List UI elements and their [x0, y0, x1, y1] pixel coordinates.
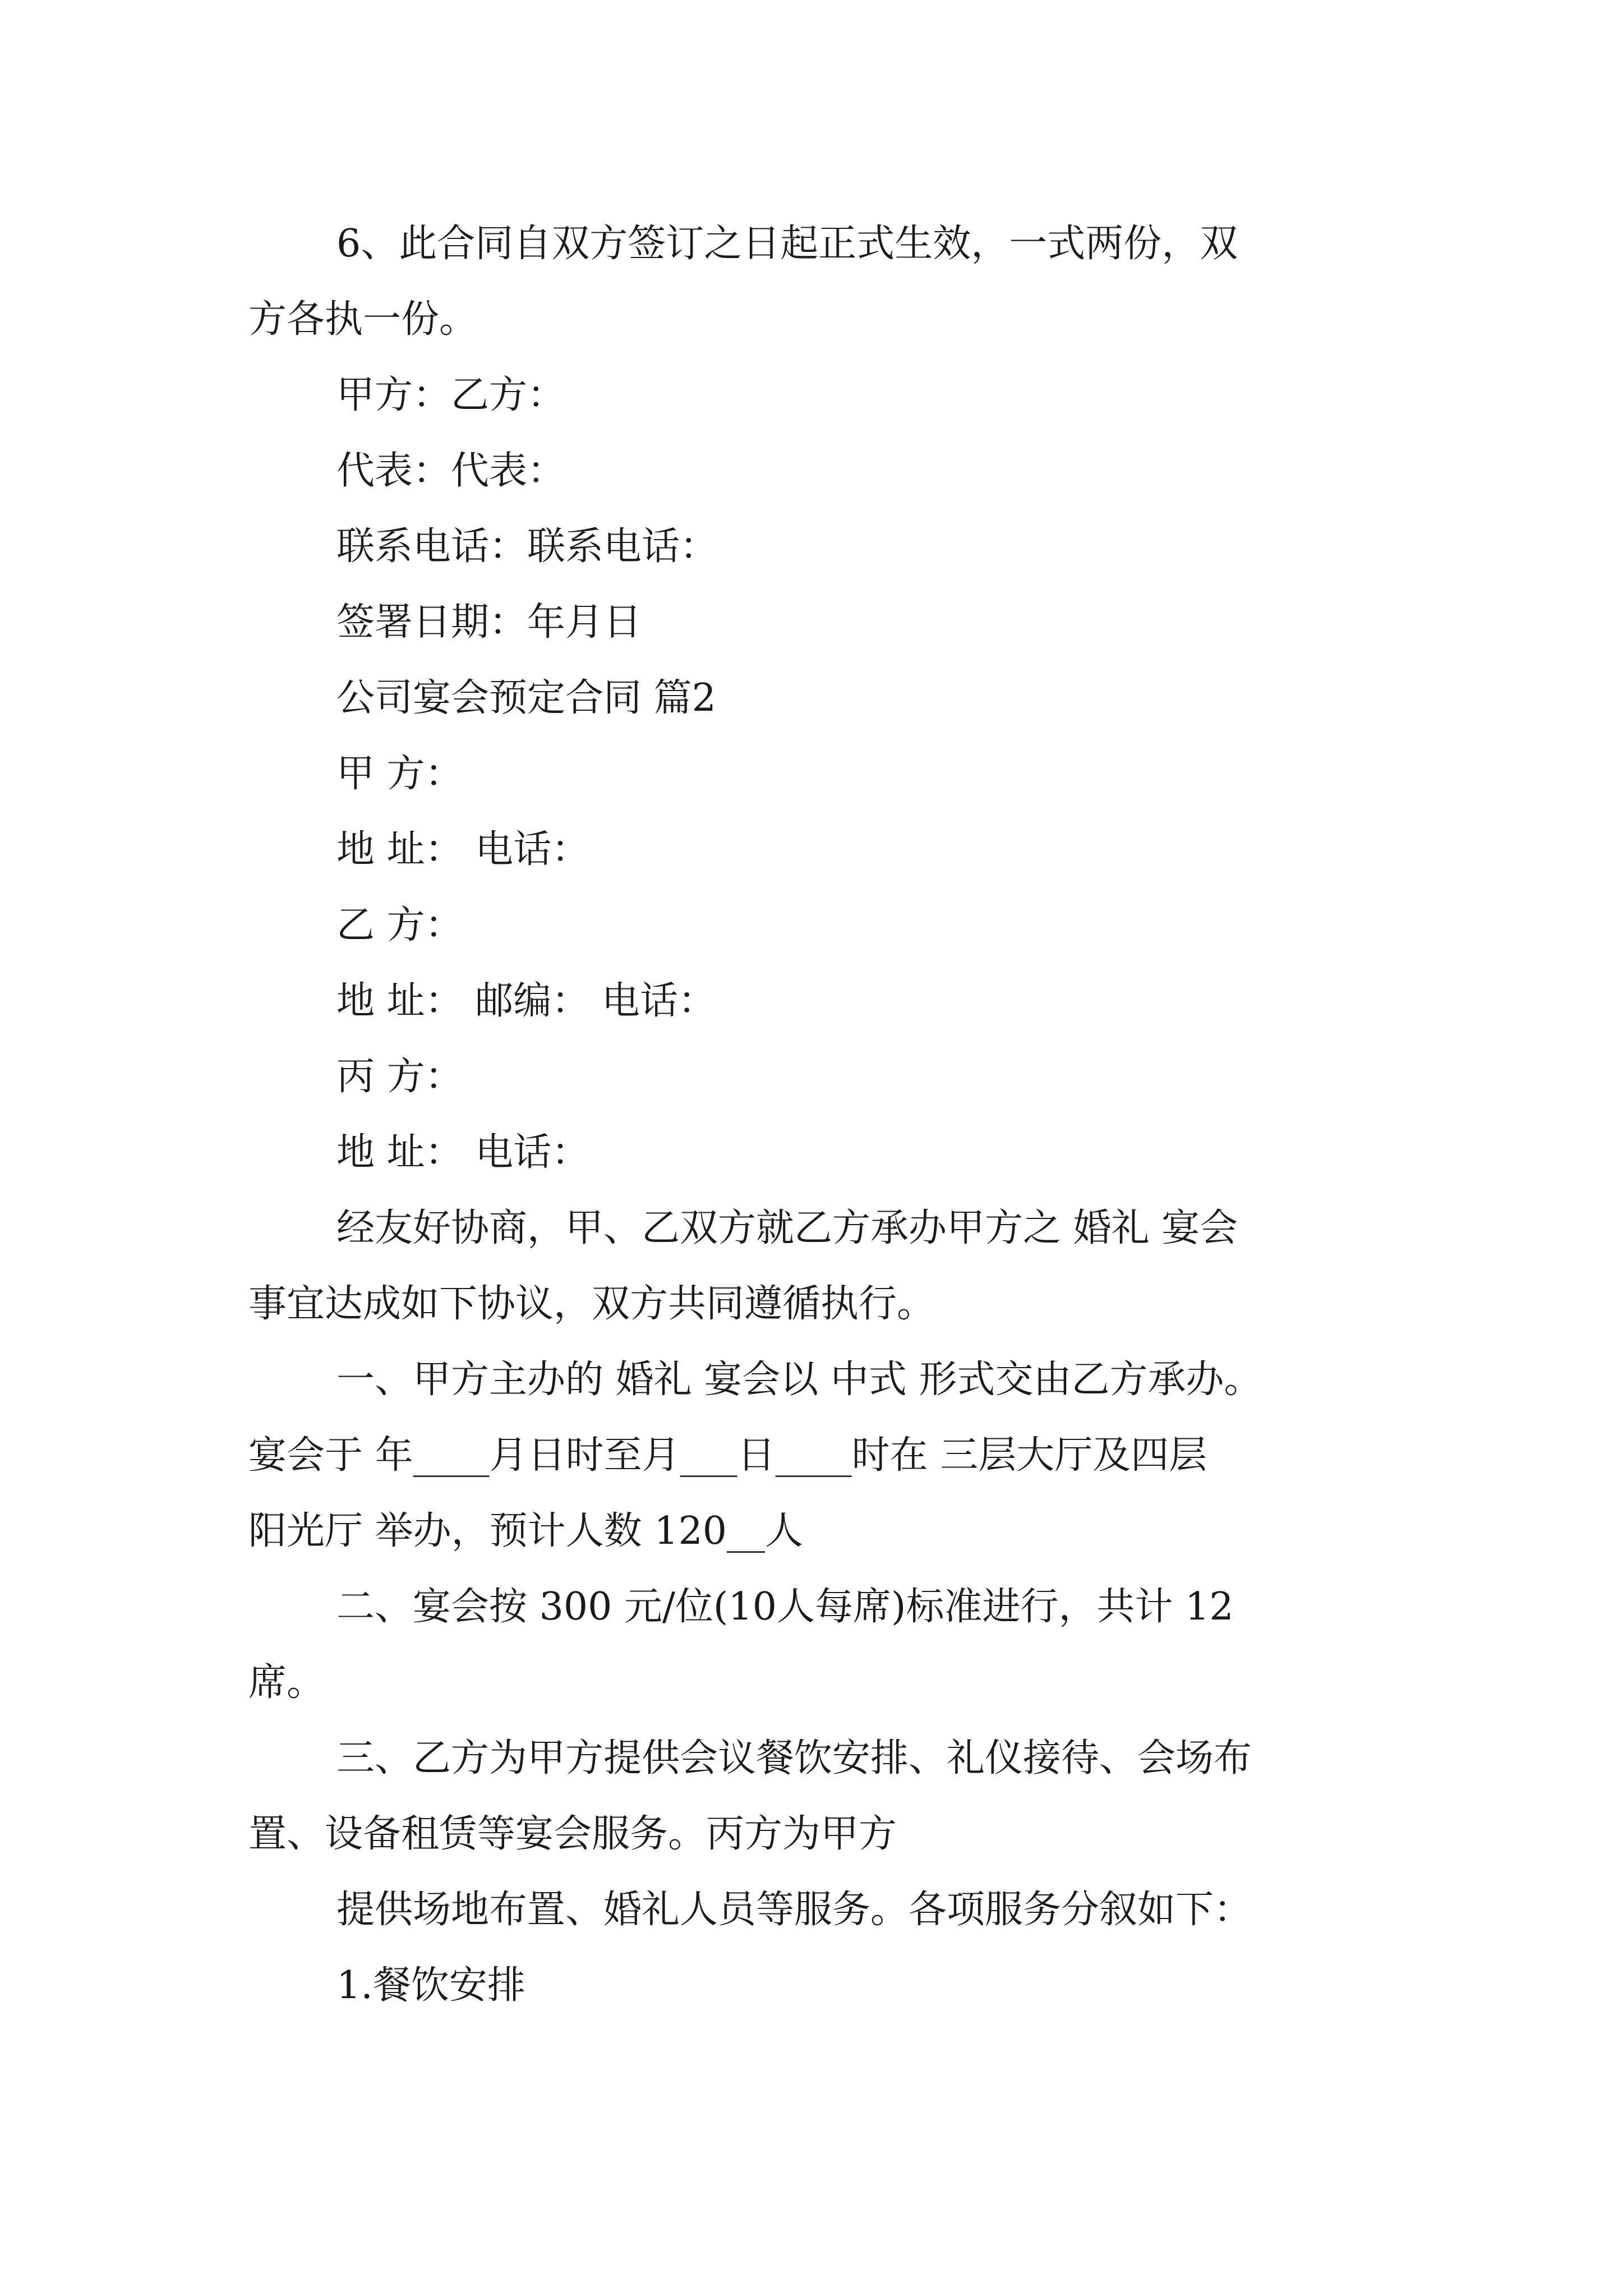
- text-line: 地 址： 邮编： 电话：: [336, 979, 716, 1023]
- text-line: 一、甲方主办的 婚礼 宴会以 中式 形式交由乙方承办。: [336, 1358, 1262, 1402]
- text-line: 地 址： 电话：: [336, 827, 590, 872]
- text-line: 6、此合同自双方签订之日起正式生效，一式两份，双: [336, 222, 1238, 266]
- section-heading: 公司宴会预定合同 篇2: [336, 676, 716, 720]
- text-line: 签署日期：年月日: [336, 600, 642, 645]
- text-line: 提供场地布置、婚礼人员等服务。各项服务分叙如下：: [336, 1888, 1252, 1932]
- text-line: 1.餐饮安排: [336, 1963, 525, 2008]
- text-line: 宴会于 年____月日时至月___日____时在 三层大厅及四层: [248, 1433, 1207, 1478]
- text-line: 阳光厅 举办，预计人数 120__人: [248, 1509, 804, 1553]
- text-line: 丙 方：: [336, 1055, 463, 1099]
- text-line: 地 址： 电话：: [336, 1130, 590, 1175]
- text-line: 方各执一份。: [248, 297, 478, 342]
- text-line: 置、设备租赁等宴会服务。丙方为甲方: [248, 1812, 897, 1856]
- text-line: 三、乙方为甲方提供会议餐饮安排、礼仪接待、会场布: [336, 1736, 1252, 1780]
- text-line: 经友好协商，甲、乙双方就乙方承办甲方之 婚礼 宴会: [336, 1206, 1238, 1250]
- text-line: 联系电话：联系电话：: [336, 524, 718, 569]
- text-line: 事宜达成如下协议，双方共同遵循执行。: [248, 1282, 935, 1326]
- text-line: 代表：代表：: [336, 449, 566, 493]
- text-line: 二、宴会按 300 元/位(10人每席)标准进行，共计 12: [336, 1585, 1234, 1629]
- text-line: 甲方：乙方：: [336, 373, 566, 417]
- text-line: 乙 方：: [336, 903, 463, 947]
- text-line: 甲 方：: [336, 752, 463, 796]
- text-line: 席。: [248, 1660, 325, 1705]
